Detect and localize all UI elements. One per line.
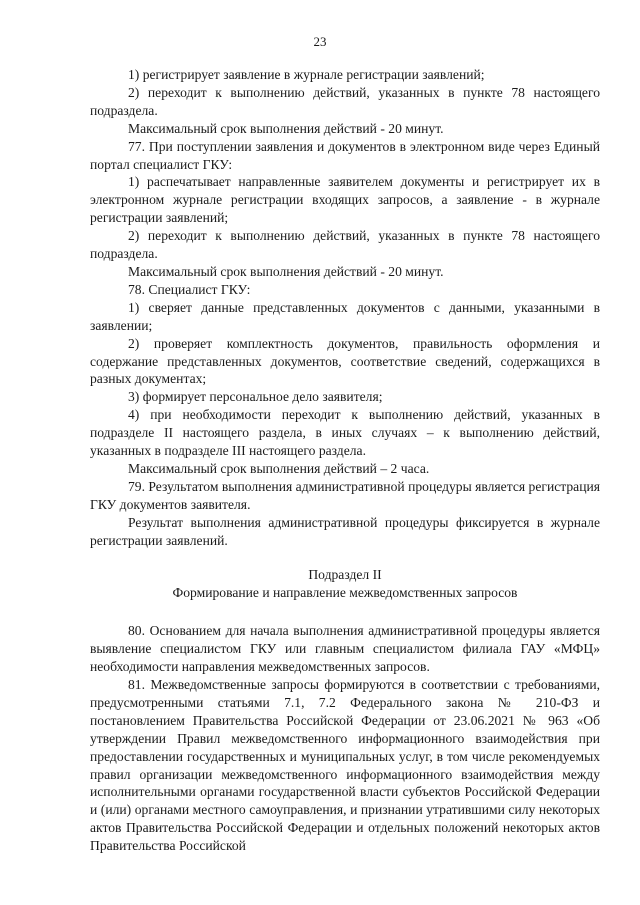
paragraph: 3) формирует персональное дело заявителя; bbox=[128, 389, 383, 405]
paragraph: 79. Результатом выполнения административной процедуры является регистрация ГКУ документов заявителя. bbox=[90, 478, 600, 512]
spacer bbox=[90, 602, 600, 622]
document-body bbox=[90, 66, 600, 855]
paragraph: Максимальный срок выполнения действий - 20 минут. bbox=[128, 120, 444, 136]
paragraph: 1) регистрирует заявление в журнале регистрации заявлений; bbox=[128, 67, 485, 82]
subsection-subtitle: Формирование и направление межведомственных запросов bbox=[172, 585, 518, 601]
paragraph: 78. Специалист ГКУ: bbox=[128, 281, 251, 297]
page-number: 23 bbox=[313, 34, 327, 49]
paragraph: 1) распечатывает направленные заявителем документы и регистрирует их в электронном журнале регистрации входящих запросов, а заявление - в журнале регистрации заявлений; bbox=[90, 174, 600, 226]
paragraph: 2) переходит к выполнению действий, указанных в пункте 78 настоящего подраздела. bbox=[90, 84, 600, 118]
spacer bbox=[90, 549, 600, 566]
paragraph: 80. Основанием для начала выполнения административной процедуры является выявление специалистом ГКУ или главным специалистом филиала ГАУ «МФЦ» необходимости направления межведомственных запросов. bbox=[90, 623, 600, 675]
paragraph: Максимальный срок выполнения действий – 2 часа. bbox=[128, 460, 430, 476]
paragraph: Результат выполнения административной процедуры фиксируется в журнале регистрации заявлений. bbox=[90, 514, 600, 548]
paragraph: 77. При поступлении заявления и документов в электронном виде через Единый портал специалист ГКУ: bbox=[90, 138, 600, 172]
paragraph: 81. Межведомственные запросы формируются в соответствии с требованиями, предусмотренными статьями 7.1, 7.2 Федерального закона № 210-ФЗ и постановлением Правительства Российской Федерации от 23.06.2021 № 963 «Об утверждении Правил межведомственного информационного взаимодействия при предоставлении государственных и муниципальных услуг, в том числе рекомендуемых правил организации межведомственного информационного взаимодействия между исполнительными органами государственной власти субъектов Российской Федерации и (или) органами местного самоуправления, и признании утратившими силу некоторых актов Правительства Российской Федерации и отдельных положений некоторых актов Правительства Российской bbox=[90, 677, 600, 854]
paragraph: 2) переходит к выполнению действий, указанных в пункте 78 настоящего подраздела. bbox=[90, 228, 600, 262]
paragraph: 1) сверяет данные представленных документов с данными, указанными в заявлении; bbox=[90, 299, 600, 333]
paragraph: Максимальный срок выполнения действий - 20 минут. bbox=[128, 263, 444, 279]
subsection-title: Подраздел II bbox=[308, 567, 382, 583]
paragraph: 4) при необходимости переходит к выполнению действий, указанных в подразделе II настоящего раздела, в иных случаях – к выполнению действий, указанных в подразделе III настоящего раздела. bbox=[90, 407, 600, 459]
paragraph: 2) проверяет комплектность документов, правильность оформления и содержание представленных документов, соответствие сведений, содержащихся в разных документах; bbox=[90, 335, 600, 387]
